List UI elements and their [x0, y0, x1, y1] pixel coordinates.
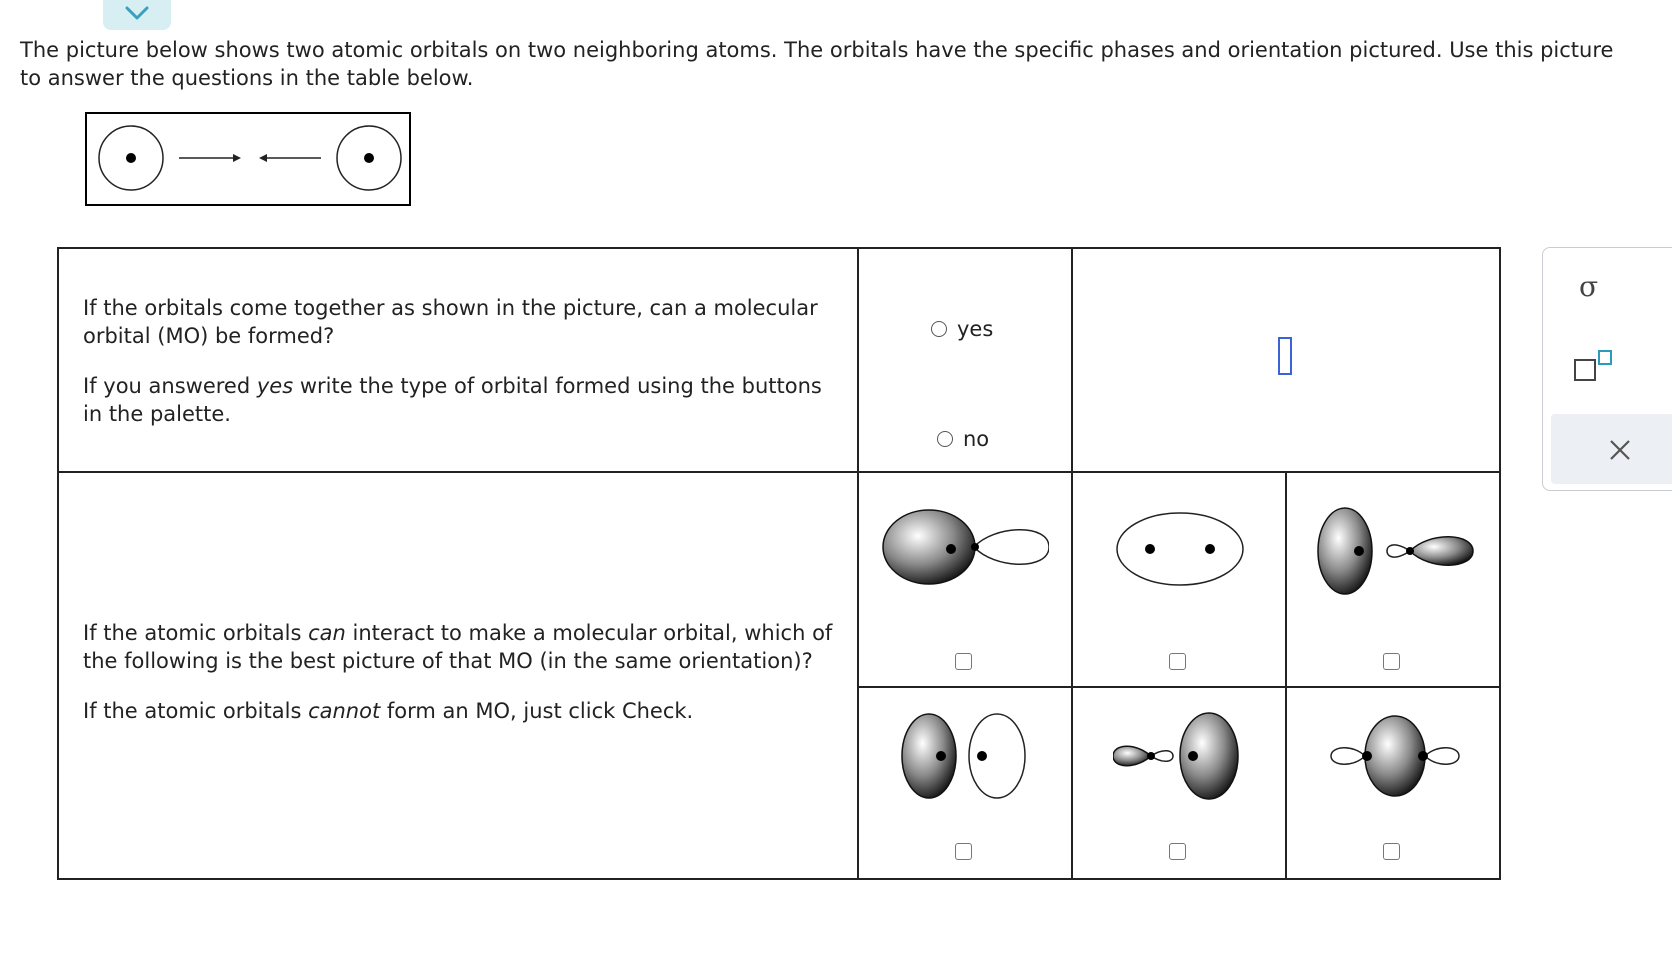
mo-option-2[interactable]	[1072, 472, 1286, 687]
superscript-icon	[1573, 348, 1613, 384]
chevron-down-icon	[124, 5, 150, 21]
sigma-button[interactable]: σ	[1579, 270, 1599, 303]
mo-option-5-picture	[1113, 708, 1253, 804]
intro-text: The picture below shows two atomic orbitals on two neighboring atoms. The orbitals have the specific phases and orientation pictured. Use this picture to answer the questions in the table below.	[20, 38, 1614, 90]
mo-option-3[interactable]	[1286, 472, 1500, 687]
mo-options-row-1	[58, 472, 1500, 687]
mo-option-2-checkbox[interactable]	[1169, 653, 1186, 670]
question1-row	[58, 248, 1500, 472]
close-icon	[1608, 438, 1632, 462]
right-nucleus	[364, 153, 374, 163]
mo-option-1-picture	[879, 505, 1049, 589]
clear-button[interactable]	[1551, 414, 1672, 484]
symbol-palette	[1542, 247, 1672, 491]
orbital-picture	[85, 112, 411, 206]
mo-option-1[interactable]	[858, 472, 1072, 687]
orbital-type-answer-cell	[1072, 248, 1500, 472]
mo-option-3-checkbox[interactable]	[1383, 653, 1400, 670]
mo-option-4[interactable]	[858, 687, 1072, 879]
yes-radio[interactable]	[931, 321, 947, 337]
question-table	[57, 247, 1501, 880]
mo-option-5[interactable]	[1072, 687, 1286, 879]
orbital-type-input[interactable]	[1278, 337, 1292, 375]
yes-no-cell	[858, 248, 1072, 472]
mo-option-3-picture	[1315, 503, 1475, 599]
mo-option-6[interactable]	[1286, 687, 1500, 879]
mo-option-6-picture	[1327, 708, 1467, 804]
superscript-button[interactable]	[1573, 348, 1613, 384]
no-label: no	[963, 427, 990, 451]
question2-text: If the atomic orbitals can interact to make a molecular orbital, which of the following is the best picture of that MO (in the same orientation)?	[83, 620, 833, 673]
left-nucleus	[126, 153, 136, 163]
mo-option-5-checkbox[interactable]	[1169, 843, 1186, 860]
no-radio[interactable]	[937, 431, 953, 447]
no-option[interactable]	[937, 427, 989, 451]
mo-option-1-checkbox[interactable]	[955, 653, 972, 670]
question1-text: If the orbitals come together as shown in the picture, can a molecular orbital (MO) be formed?	[83, 296, 818, 348]
yes-label: yes	[957, 317, 994, 341]
question2-cell	[58, 472, 858, 879]
mo-option-4-checkbox[interactable]	[955, 843, 972, 860]
collapse-toggle[interactable]	[103, 0, 171, 30]
mo-option-2-picture	[1113, 509, 1247, 589]
question2-instruction: If the atomic orbitals cannot form an MO, just click Check.	[83, 698, 694, 723]
question1-instruction: If you answered yes write the type of orbital formed using the buttons in the palette.	[83, 374, 822, 426]
mo-option-6-checkbox[interactable]	[1383, 843, 1400, 860]
mo-option-4-picture	[899, 708, 1039, 804]
yes-option[interactable]	[931, 317, 993, 341]
question1-cell	[58, 248, 858, 472]
